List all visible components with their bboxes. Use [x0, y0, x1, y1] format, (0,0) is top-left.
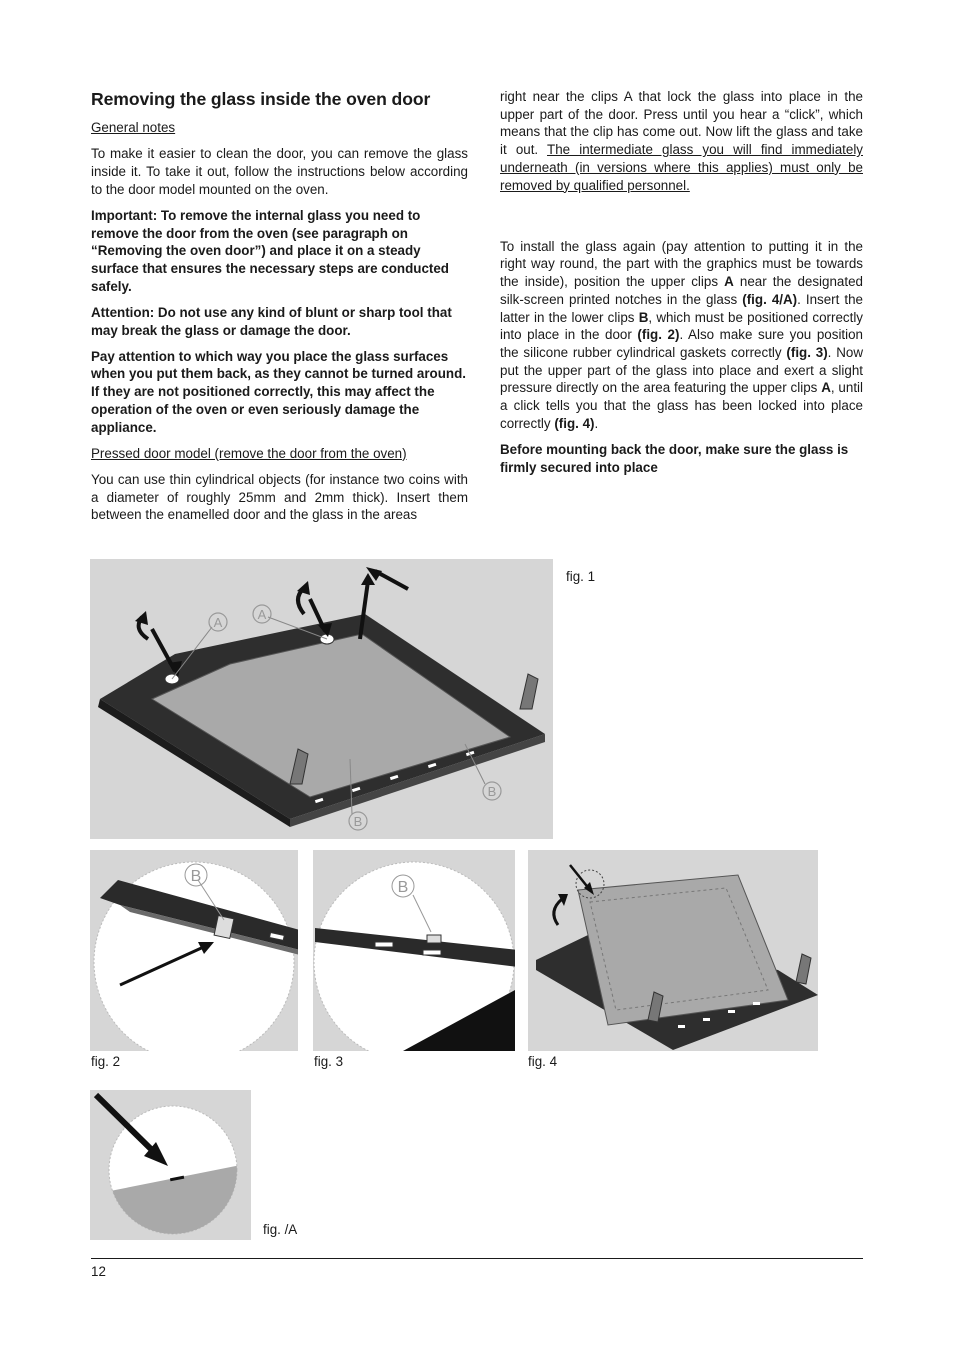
- clip-removal-text: right near the clips A that lock the glass into place in the upper part of the door. Press until you hear a “click”, which means that the clip has come out. Now lift the glass and take it out.: [500, 89, 863, 158]
- important-note: Important: To remove the internal glass you need to remove the door from the oven (see paragraph on “Removing the oven door”) and place it on a steady surface that ensures the necessary steps are conducted safely.: [91, 207, 449, 294]
- callout-b-left: B: [353, 814, 363, 829]
- footer-divider: [91, 1258, 863, 1259]
- gasket-detail-drawing: [313, 850, 515, 1051]
- figure-2-caption: fig. 2: [91, 1054, 121, 1069]
- install-text: .: [594, 415, 599, 431]
- clip-b-ref: B: [638, 309, 649, 325]
- callout-b-right: B: [487, 784, 497, 799]
- pay-attention-note: Pay attention to which way you place the glass surfaces when you put them back, as they cannot be turned around. If they are not positioned correctly, this may affect the operation of the oven or even seriously damage the appliance.: [91, 348, 466, 435]
- figure-4-image: [528, 850, 818, 1051]
- clip-a-ref: A: [724, 274, 734, 290]
- figure-2-image: [90, 850, 298, 1051]
- glass-installation-drawing: [528, 850, 818, 1051]
- door-glass-removal-drawing: [90, 559, 553, 839]
- install-text: . Also make sure you position the silicone rubber cylindrical gaskets correctly: [500, 327, 864, 360]
- left-column: [91, 88, 468, 533]
- callout-b: B: [190, 868, 202, 885]
- figure-a-image: [90, 1090, 251, 1240]
- callout-a-right: A: [257, 607, 267, 622]
- callout-a-left: A: [213, 615, 223, 630]
- general-notes-paragraph: To make it easier to clean the door, you can remove the glass inside it. To take it out, follow the instructions below according to the door model mounted on the oven.: [91, 146, 468, 197]
- lower-clip-detail-drawing: [90, 850, 298, 1051]
- install-text: , which must be positioned correctly into place in the door: [500, 309, 863, 343]
- pressed-door-paragraph: You can use thin cylindrical objects (for instance two coins with a diameter of roughly 25mm and 2mm thick). Insert them between the enamelled door and the glass in the areas: [91, 471, 468, 523]
- general-notes-heading: General notes: [91, 120, 176, 135]
- pressed-door-heading: Pressed door model (remove the door from the oven): [91, 445, 407, 461]
- figure-1-caption: fig. 1: [566, 569, 596, 584]
- fig-4-ref: (fig. 4): [554, 415, 595, 431]
- install-glass-paragraph: [500, 238, 863, 433]
- silk-screen-notch-detail-drawing: [90, 1090, 251, 1240]
- intermediate-glass-warning: The intermediate glass you will find immediately underneath (in versions where this applies) must only be removed by qualified personnel.: [500, 142, 863, 193]
- figure-1-image: [90, 559, 553, 839]
- clip-removal-paragraph: [500, 88, 863, 194]
- figure-3-image: [313, 850, 515, 1051]
- install-text: , until a click tells you that the glass has been locked into place correctly: [500, 380, 863, 431]
- right-column: [500, 88, 863, 485]
- figure-3-caption: fig. 3: [314, 1054, 344, 1069]
- attention-note: Attention: Do not use any kind of blunt or sharp tool that may break the glass or damage the door.: [91, 304, 452, 338]
- final-note: Before mounting back the door, make sure the glass is firmly secured into place: [500, 441, 849, 475]
- figure-4-caption: fig. 4: [528, 1054, 558, 1069]
- install-text: To install the glass again (pay attention to putting it in the right way round, the part with the graphics must be towards the inside), position the upper clips: [500, 238, 863, 290]
- page-title: Removing the glass inside the oven door: [91, 89, 431, 109]
- install-text: . Insert the latter in the lower clips: [500, 291, 863, 325]
- callout-b: B: [397, 879, 409, 896]
- install-text: near the designated silk-screen printed notches in the glass: [500, 274, 863, 307]
- fig-2-ref: (fig. 2): [637, 327, 680, 343]
- clip-a-ref: A: [821, 380, 831, 396]
- install-text: . Now put the upper part of the glass into place and exert a slight pressure directly on the area featuring the upper clips: [500, 344, 863, 396]
- page-number: 12: [91, 1264, 106, 1279]
- fig-3-ref: (fig. 3): [786, 344, 828, 360]
- figure-a-caption: fig. /A: [263, 1222, 298, 1237]
- fig-4a-ref: (fig. 4/A): [742, 291, 798, 307]
